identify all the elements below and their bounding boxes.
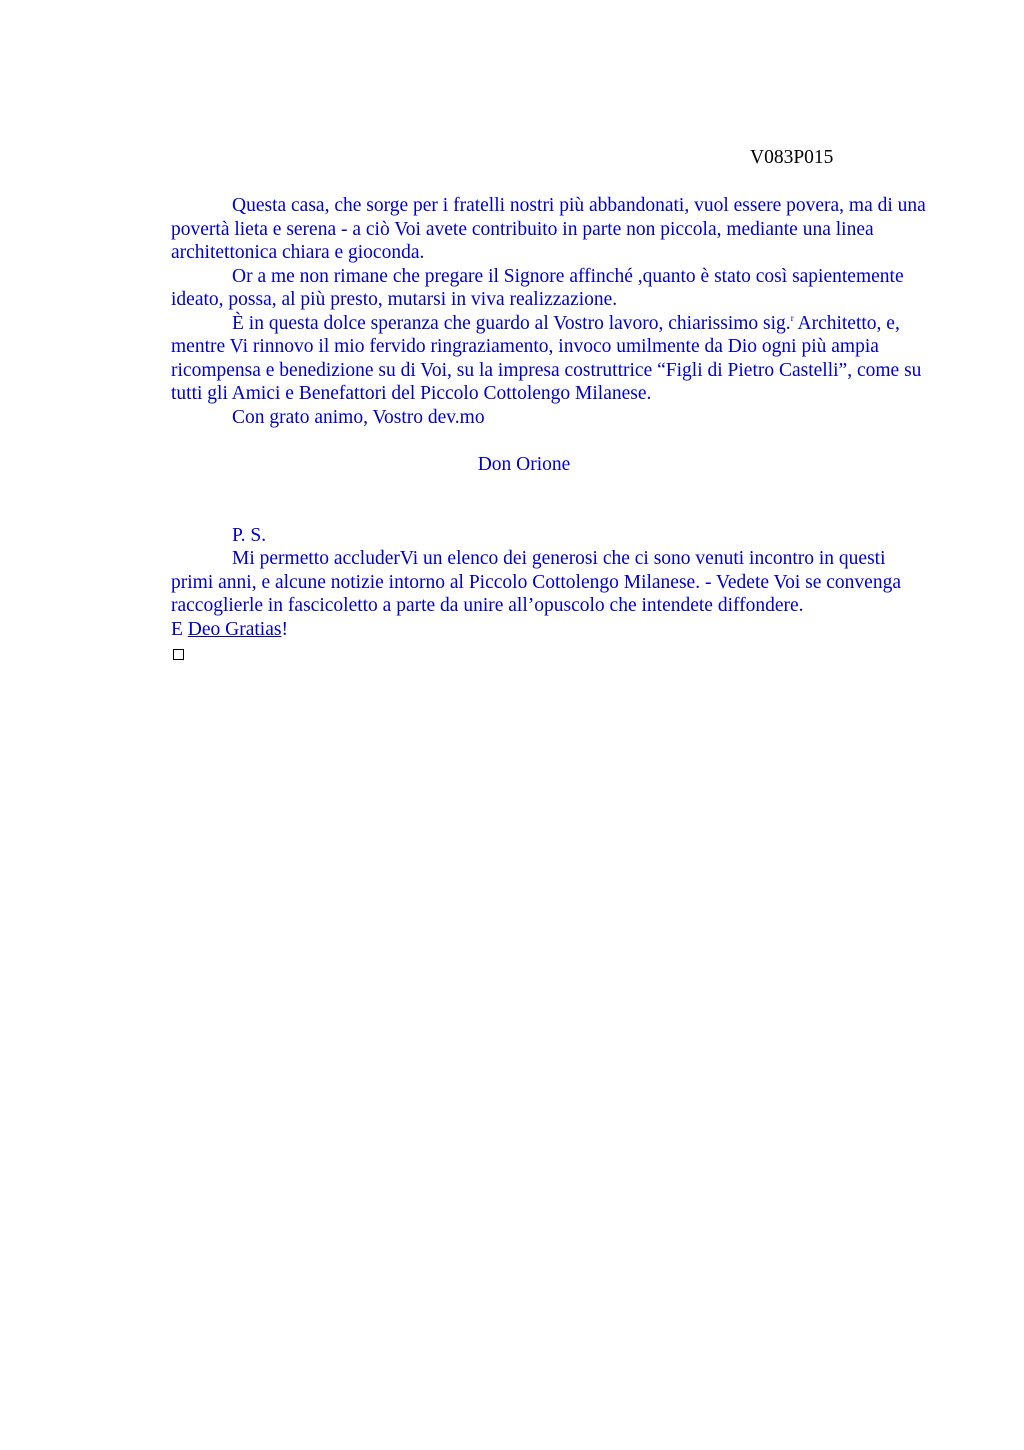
deo-gratias-link[interactable]: Deo Gratias — [187, 618, 282, 640]
page-id: V083P015 — [750, 147, 834, 168]
spacer — [171, 477, 927, 524]
closing-line: Con grato animo, Vostro dev.mo — [232, 406, 485, 428]
letter-body — [171, 194, 927, 641]
paragraph-2: Or a me non rimane che pregare il Signore affinché ,quanto è stato così sapientemente ideato, possa, al più presto, mutarsi in viva realizzazione. — [171, 265, 904, 310]
end-marker-box-icon — [173, 649, 184, 660]
paragraph-3 — [171, 312, 927, 406]
final-line — [171, 618, 927, 642]
ps-label: P. S. — [232, 524, 267, 546]
superscript-r: r — [790, 312, 794, 323]
paragraph-3-text-start: È in questa dolce speranza che guardo al Vostro lavoro, chiarissimo sig. — [232, 312, 791, 334]
final-prefix: E — [171, 618, 188, 640]
ps-paragraph: Mi permetto accluderVi un elenco dei generosi che ci sono venuti incontro in questi primi anni, e alcune notizie intorno al Piccolo Cottolengo Milanese. - Vedete Voi se convenga raccoglierle in fascicoletto a parte da unire all’opuscolo che intendete diffondere. — [171, 548, 901, 616]
spacer — [171, 429, 927, 453]
paragraph-3-text-end: Architetto, e, mentre Vi rinnovo il mio fervido ringraziamento, invoco umilmente da Dio ogni più ampia ricompensa e benedizione su di Voi, su la impresa costruttrice “Figli di Pietro Castelli”, come su tutti gli Amici e Benefattori del Piccolo Cottolengo Milanese. — [171, 312, 922, 404]
final-suffix: ! — [281, 618, 288, 640]
signature: Don Orione — [477, 454, 571, 475]
paragraph-1: Questa casa, che sorge per i fratelli nostri più abbandonati, vuol essere povera, ma di una povertà lieta e serena - a ciò Voi avete contribuito in parte non piccola, mediante una linea architettonica chiara e gioconda. — [171, 195, 926, 263]
